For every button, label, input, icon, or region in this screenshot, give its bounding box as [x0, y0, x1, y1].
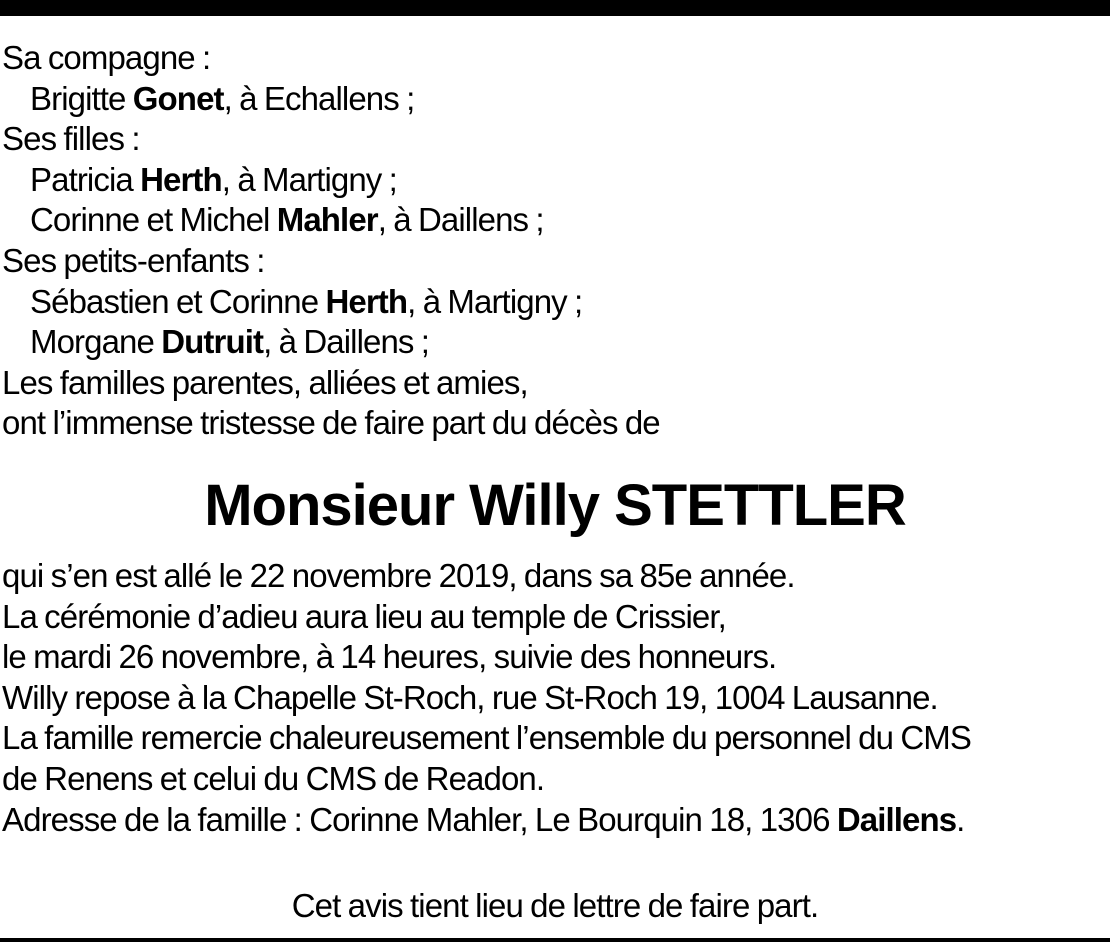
partner-heading: Sa compagne : [2, 39, 211, 76]
daughter-place: , à Daillens ; [377, 201, 544, 239]
detail-line: Willy repose à la Chapelle St-Roch, rue St-Roch 19, 1004 Lausanne. [2, 678, 938, 716]
daughter-last: Mahler [276, 201, 378, 239]
daughter-first: Patricia [30, 160, 141, 198]
address-prefix: Adresse de la famille : Corinne Mahler, Le Bourquin 18, 1306 [2, 800, 837, 838]
relatives-line: Les familles parentes, alliées et amies, [2, 363, 528, 401]
grandchildren-heading: Ses petits-enfants : [2, 241, 265, 279]
daughter-first: Corinne et Michel [30, 201, 277, 239]
ceremony-details [2, 556, 1102, 840]
bottom-rule [0, 938, 1110, 942]
detail-line: La famille remercie chaleureusement l’ensemble du personnel du CMS [2, 719, 971, 757]
grandchild-first: Sébastien et Corinne [30, 282, 326, 320]
grandchild-first: Morgane [30, 323, 162, 361]
detail-line: qui s’en est allé le 22 novembre 2019, dans sa 85e année. [2, 557, 795, 594]
deceased-name: Monsieur Willy STETTLER [204, 473, 906, 538]
family-address [2, 800, 1102, 841]
daughter-place: , à Martigny ; [221, 160, 397, 198]
grandchild-line [2, 322, 1102, 363]
detail-line: La cérémonie d’adieu aura lieu au temple de Crissier, [2, 597, 726, 635]
address-suffix: . [956, 800, 965, 838]
grandchild-line [2, 282, 1102, 323]
family-list [2, 38, 1102, 444]
daughter-line [2, 200, 1102, 241]
partner-first: Brigitte [30, 79, 133, 117]
grandchild-last: Dutruit [161, 323, 264, 361]
grandchild-place: , à Martigny ; [407, 282, 583, 320]
daughter-last: Herth [140, 160, 222, 198]
announcement-line: ont l’immense tristesse de faire part du décès de [2, 404, 660, 442]
detail-line: le mardi 26 novembre, à 14 heures, suivie des honneurs. [2, 638, 777, 676]
grandchild-last: Herth [325, 282, 408, 320]
grandchild-place: , à Daillens ; [263, 323, 430, 361]
daughters-heading: Ses filles : [2, 120, 140, 158]
detail-line: de Renens et celui du CMS de Readon. [2, 759, 545, 797]
top-rule [0, 0, 1110, 16]
partner-line [2, 79, 1102, 120]
daughter-line [2, 160, 1102, 201]
address-town: Daillens [836, 800, 957, 838]
partner-last: Gonet [132, 79, 224, 117]
closing-note: Cet avis tient lieu de lettre de faire part. [291, 887, 819, 924]
partner-place: , à Echallens ; [223, 79, 415, 117]
